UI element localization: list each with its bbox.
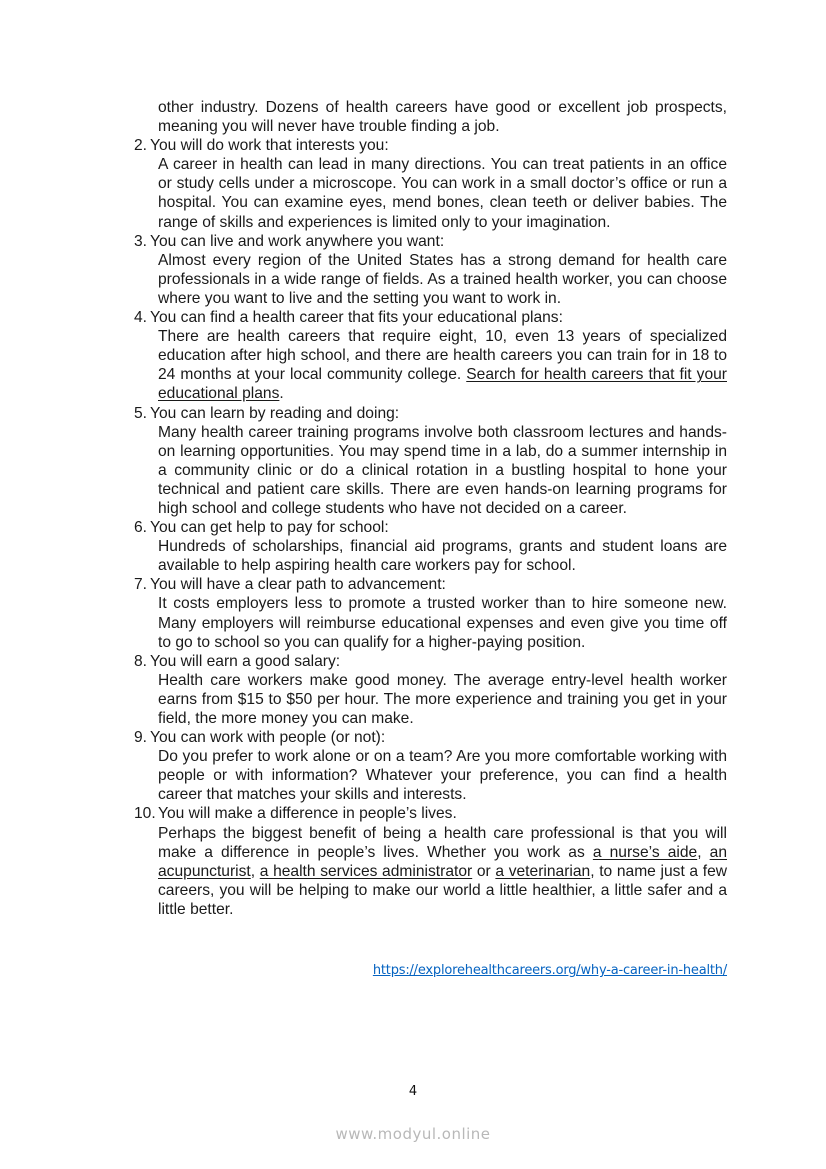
source-url-link[interactable]: https://explorehealthcareers.org/why-a-career-in-health/ — [372, 963, 727, 978]
list-item-8 — [134, 652, 727, 728]
list-item-4 — [134, 308, 727, 403]
list-item-5 — [134, 404, 727, 519]
item-number: 4. — [134, 309, 148, 327]
item-number: 2. — [134, 137, 148, 155]
search-careers-link[interactable]: Search for health careers that fit your educational plans — [158, 366, 727, 403]
item-body — [134, 824, 727, 919]
item-heading-text: You can find a health career that fits your educational plans: — [150, 309, 563, 327]
item-number: 6. — [134, 519, 148, 537]
item-heading — [134, 136, 727, 155]
acupuncturist-link[interactable]: an acupuncturist — [158, 843, 727, 880]
item-body-text: There are health careers that require eight, 10, even 13 years of specialized education after high school, and there are health careers you can train for in 18 to 24 months at your local community college. — [158, 328, 727, 384]
item-heading — [134, 518, 727, 537]
punctuation: , — [697, 843, 710, 861]
item-number: 9. — [134, 729, 148, 747]
item-number: 8. — [134, 652, 148, 670]
item-number: 7. — [134, 576, 148, 594]
item-heading-text: You can get help to pay for school: — [150, 519, 389, 537]
list-item-9 — [134, 728, 727, 804]
continued-paragraph: other industry. Dozens of health careers have good or excellent job prospects, meaning you will never have trouble finding a job. — [158, 99, 727, 136]
item-heading-text: You can learn by reading and doing: — [150, 404, 400, 422]
veterinarian-link[interactable]: a veterinarian — [495, 862, 591, 880]
list-item-6 — [134, 518, 727, 575]
punctuation: . — [279, 385, 284, 403]
item-body: Do you prefer to work alone or on a team? Are you more comfortable working with people or with information? Whatever your preference, you can find a health career that matches your skills and interests. — [158, 748, 727, 804]
item-body: It costs employers less to promote a trusted worker than to hire someone new. Many employers will reimburse educational expenses and even give you time off to go to school so you can qualify for a higher-paying position. — [158, 595, 727, 651]
item-body: A career in health can lead in many directions. You can treat patients in an office or study cells under a microscope. You can work in a small doctor’s office or run a hospital. You can examine eyes, mend bones, clean teeth or deliver babies. The range of skills and experiences is limited only to your imagination. — [158, 156, 727, 231]
item-body-text: , to name just a few careers, you will be helping to make our world a little healthier, a little safer and a little better. — [158, 862, 728, 918]
item-body-text: Perhaps the biggest benefit of being a health care professional is that you will make a difference in people’s lives. Whether you work as — [158, 824, 727, 861]
item-body — [134, 327, 727, 403]
item-heading — [134, 804, 727, 823]
item-body: Almost every region of the United States has a strong demand for health care professionals in a wide range of fields. As a trained health worker, you can choose where you want to live and the setting you want to work in. — [158, 251, 727, 307]
item-heading — [134, 728, 727, 747]
item-number: 3. — [134, 232, 148, 250]
item-heading — [134, 575, 727, 594]
item-number: 5. — [134, 404, 148, 422]
item-number: 10. — [134, 805, 156, 823]
list-item-10 — [134, 804, 727, 919]
item-heading-text: You can live and work anywhere you want: — [150, 232, 445, 250]
list-item-3 — [134, 232, 727, 308]
item-heading — [134, 404, 727, 423]
item-body: Health care workers make good money. The average entry-level health worker earns from $15 to $50 per hour. The more experience and training you get in your field, the more money you can make. — [158, 671, 727, 727]
item-heading-text: You will have a clear path to advancement: — [150, 576, 446, 594]
page-content — [134, 98, 727, 919]
item-heading-text: You will earn a good salary: — [150, 652, 341, 670]
nurses-aide-link[interactable]: a nurse’s aide — [592, 843, 698, 861]
item-heading-text: You will make a difference in people’s lives. — [158, 805, 457, 823]
list-item-7 — [134, 575, 727, 651]
connector-text: or — [472, 862, 496, 880]
health-services-administrator-link[interactable]: a health services administrator — [259, 862, 473, 880]
list-item-2 — [134, 136, 727, 231]
item-heading — [134, 652, 727, 671]
item-heading — [134, 232, 727, 251]
item-heading-text: You can work with people (or not): — [150, 729, 386, 747]
item-body: Hundreds of scholarships, financial aid programs, grants and student loans are available to help aspiring health care workers pay for school. — [158, 538, 727, 575]
page-number: 4 — [408, 1084, 418, 1099]
punctuation: , — [250, 862, 260, 880]
item-body: Many health career training programs involve both classroom lectures and hands-on learning opportunities. You may spend time in a lab, do a summer internship in a community clinic or do a clinical rotation in a bustling hospital to hone your technical and patient care skills. There are even hands-on learning programs for high school and college students who have not decided on a career. — [158, 423, 727, 517]
item-heading — [134, 308, 727, 327]
item-heading-text: You will do work that interests you: — [150, 137, 389, 155]
watermark: www.modyul.online — [335, 1125, 491, 1143]
